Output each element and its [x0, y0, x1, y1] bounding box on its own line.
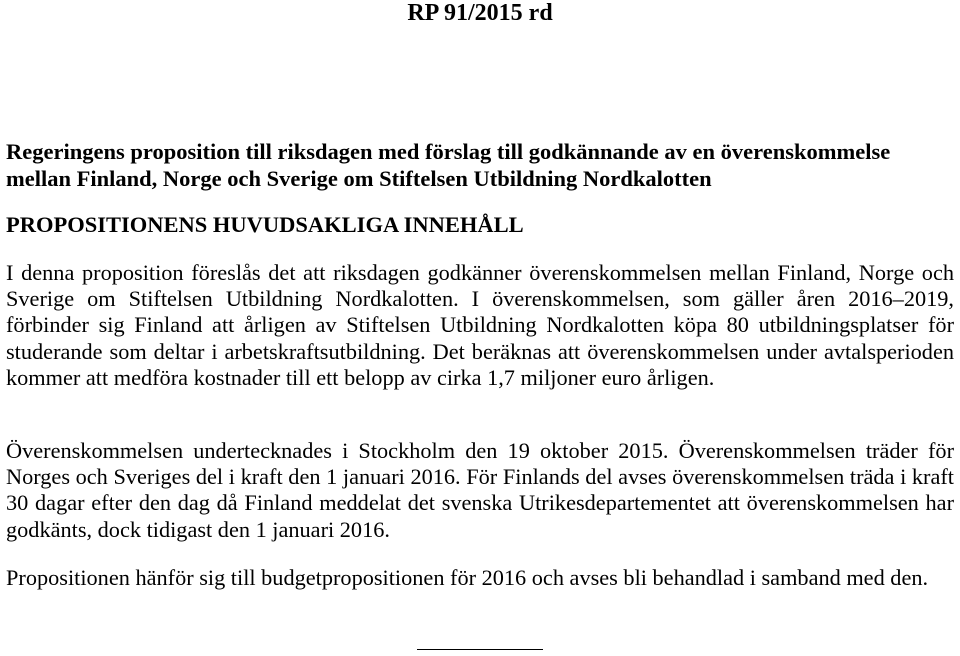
section-heading: PROPOSITIONENS HUVUDSAKLIGA INNEHÅLL	[6, 212, 524, 237]
summary-paragraph: I denna proposition föreslås det att riksdagen godkänner överenskommelsen mellan Finland, Norge och Sverige om Stiftelsen Utbildning Nordkalotten. I överenskommelsen, som gäller åren 2016–2019, förbinder sig Finland att årligen av Stiftelsen Utbildning Nordkalotten köpa 80 utbildningsplatser för studerande som deltar i arbetskraftsutbildning. Det beräknas att överenskommelsen under avtalsperioden kommer att medföra kostnader till ett belopp av cirka 1,7 miljoner euro årligen.	[6, 260, 954, 390]
budget-paragraph: Propositionen hänför sig till budgetpropositionen för 2016 och avses bli behandlad i samband med den.	[6, 565, 929, 590]
proposal-title: Regeringens proposition till riksdagen med förslag till godkännande av en överenskommelse mellan Finland, Norge och Sverige om Stiftelsen Utbildning Nordkalotten	[6, 139, 891, 191]
signing-paragraph: Överenskommelsen undertecknades i Stockholm den 19 oktober 2015. Överenskommelsen träder för Norges och Sveriges del i kraft den 1 januari 2016. För Finlands del avses överenskommelsen träda i kraft 30 dagar efter den dag då Finland meddelat det svenska Utrikesdepartementet att överenskommelsen har godkänts, dock tidigast den 1 januari 2016.	[6, 438, 954, 542]
document-id: RP 91/2015 rd	[407, 0, 553, 26]
closing-separator-line	[417, 649, 543, 650]
